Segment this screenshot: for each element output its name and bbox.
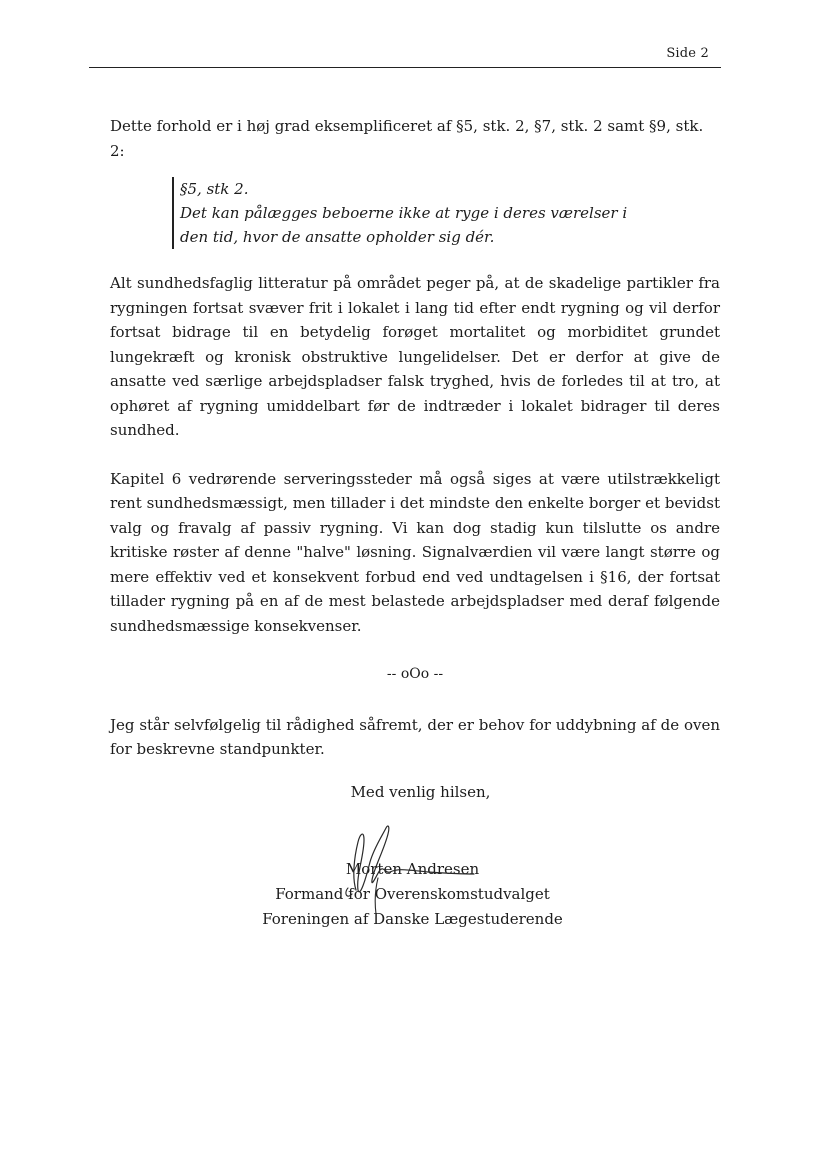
greeting: Med venlig hilsen, xyxy=(350,783,491,801)
section-separator: -- oOo -- xyxy=(386,666,444,682)
body-paragraph: Kapitel 6 vedrørende serveringssteder må også siges at være utilstrækkeligt rent sundhedsmæssigt, men tillader i det mindste den enkelte borger et bevidst valg og fravalg af passiv rygning. Vi kan dog stadig kun tilslutte os andre kritiske røster af denne "halve" løsning. Signalværdien vil være langt større og mere effektiv ved et konsekvent forbud end ved undtagelsen i §16, der fortsat tillader rygning på en af de mest belastede arbejdspladser med deraf følgende sundhedsmæssige konsekvenser. xyxy=(110,469,720,635)
letter-body xyxy=(110,114,720,762)
page-number: Side 2 xyxy=(666,46,709,61)
closing-paragraph: Jeg står selvfølgelig til rådighed såfremt, der er behov for uddybning af de oven for beskrevne standpunkter. xyxy=(110,715,720,758)
intro-paragraph: Dette forhold er i høj grad eksemplificeret af §5, stk. 2, §7, stk. 2 samt §9, stk. 2: xyxy=(110,117,704,160)
quote-line: §5, stk 2. xyxy=(180,180,249,198)
handwritten-signature xyxy=(338,818,478,918)
header-rule xyxy=(89,67,721,68)
quote-line: den tid, hvor de ansatte opholder sig dér. xyxy=(180,228,495,246)
signer-name: Morten Andresen xyxy=(345,860,480,878)
quoted-provision xyxy=(172,177,720,249)
signer-organization: Foreningen af Danske Lægestuderende xyxy=(262,910,563,928)
quote-line: Det kan pålægges beboerne ikke at ryge i deres værelser i xyxy=(180,204,628,222)
signer-title: Formand for Overenskomstudvalget xyxy=(275,885,550,903)
body-paragraph: Alt sundhedsfaglig litteratur på området peger på, at de skadelige partikler fra rygningen fortsat svæver frit i lokalet i lang tid efter endt rygning og vil derfor fortsat bidrage til en betydelig forøget mortalitet og morbiditet grundet lungekræft og kronisk obstruktive lungelidelser. Det er derfor at give de ansatte ved særlige arbejdspladser falsk tryghed, hvis de forledes til at tro, at ophøret af rygning umiddelbart før de indtræder i lokalet bidrager til deres sundhed. xyxy=(110,274,720,439)
